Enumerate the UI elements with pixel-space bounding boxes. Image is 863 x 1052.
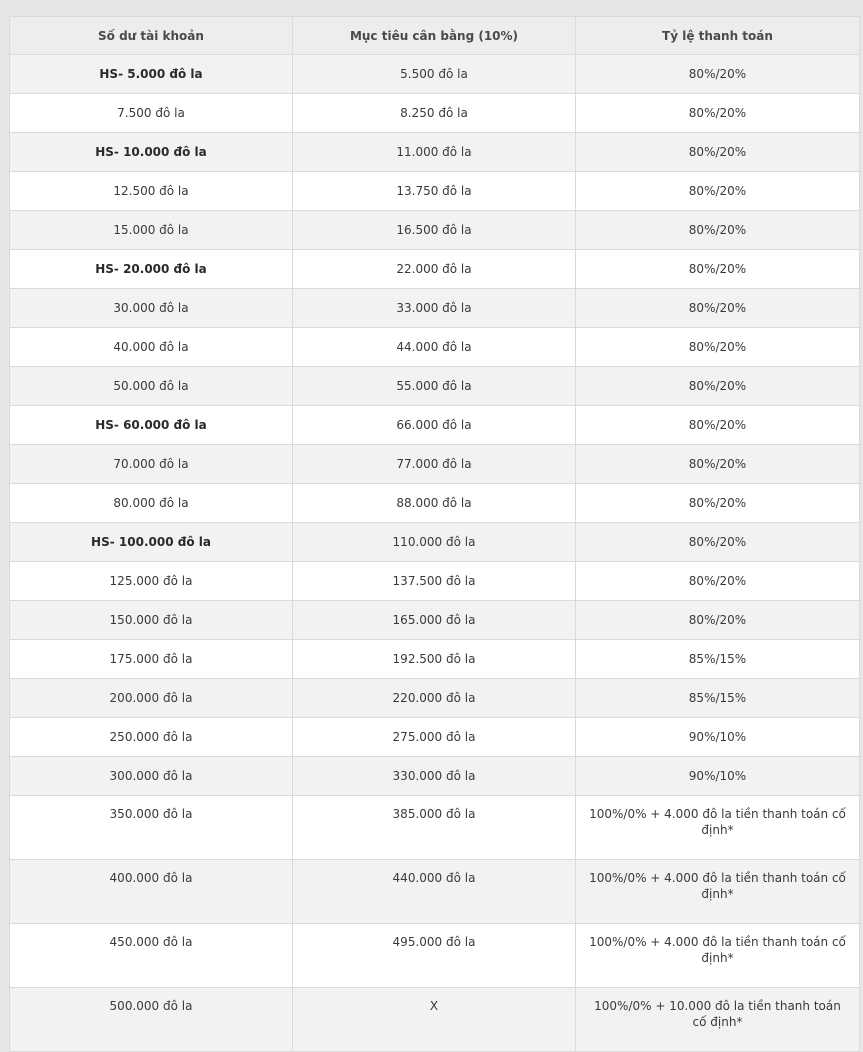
payout-cell: 80%/20% — [576, 172, 860, 211]
balance-cell: 350.000 đô la — [10, 796, 293, 860]
payout-cell: 80%/20% — [576, 523, 860, 562]
target-cell: 8.250 đô la — [293, 94, 576, 133]
target-cell: 110.000 đô la — [293, 523, 576, 562]
table-row — [10, 289, 860, 328]
target-cell: 55.000 đô la — [293, 367, 576, 406]
payout-cell: 80%/20% — [576, 445, 860, 484]
table-row — [10, 523, 860, 562]
payout-cell: 100%/0% + 4.000 đô la tiền thanh toán cố định* — [576, 924, 860, 988]
header-balance-target: Mục tiêu cân bằng (10%) — [293, 17, 576, 55]
target-cell: 165.000 đô la — [293, 601, 576, 640]
balance-cell: 50.000 đô la — [10, 367, 293, 406]
table-row — [10, 796, 860, 860]
target-cell: 66.000 đô la — [293, 406, 576, 445]
balance-cell: 450.000 đô la — [10, 924, 293, 988]
balance-cell: 150.000 đô la — [10, 601, 293, 640]
target-cell: 275.000 đô la — [293, 718, 576, 757]
payout-cell: 100%/0% + 4.000 đô la tiền thanh toán cố định* — [576, 796, 860, 860]
table-row — [10, 211, 860, 250]
table-header — [10, 17, 860, 55]
table-row — [10, 367, 860, 406]
target-cell: 440.000 đô la — [293, 860, 576, 924]
table-row — [10, 640, 860, 679]
target-cell: X — [293, 988, 576, 1052]
target-cell: 5.500 đô la — [293, 55, 576, 94]
payout-cell: 80%/20% — [576, 55, 860, 94]
table-row — [10, 601, 860, 640]
target-cell: 192.500 đô la — [293, 640, 576, 679]
table-row — [10, 94, 860, 133]
payout-cell: 80%/20% — [576, 289, 860, 328]
target-cell: 495.000 đô la — [293, 924, 576, 988]
balance-cell: 200.000 đô la — [10, 679, 293, 718]
header-row — [10, 17, 860, 55]
table-row — [10, 757, 860, 796]
table-row — [10, 328, 860, 367]
target-cell: 11.000 đô la — [293, 133, 576, 172]
balance-cell: 400.000 đô la — [10, 860, 293, 924]
payout-cell: 80%/20% — [576, 133, 860, 172]
target-cell: 16.500 đô la — [293, 211, 576, 250]
target-cell: 13.750 đô la — [293, 172, 576, 211]
table-body — [10, 55, 860, 1052]
balance-cell: HS- 60.000 đô la — [10, 406, 293, 445]
table-row — [10, 562, 860, 601]
target-cell: 137.500 đô la — [293, 562, 576, 601]
target-cell: 88.000 đô la — [293, 484, 576, 523]
payout-cell: 80%/20% — [576, 211, 860, 250]
table-row — [10, 55, 860, 94]
balance-cell: 125.000 đô la — [10, 562, 293, 601]
payout-cell: 80%/20% — [576, 484, 860, 523]
payout-cell: 80%/20% — [576, 250, 860, 289]
balance-cell: 30.000 đô la — [10, 289, 293, 328]
balance-cell: 7.500 đô la — [10, 94, 293, 133]
payout-cell: 80%/20% — [576, 94, 860, 133]
table-row — [10, 484, 860, 523]
target-cell: 44.000 đô la — [293, 328, 576, 367]
balance-cell: 70.000 đô la — [10, 445, 293, 484]
table-row — [10, 924, 860, 988]
target-cell: 385.000 đô la — [293, 796, 576, 860]
payout-cell: 90%/10% — [576, 757, 860, 796]
balance-cell: HS- 20.000 đô la — [10, 250, 293, 289]
table-row — [10, 406, 860, 445]
account-table-container — [9, 16, 859, 1052]
balance-cell: 175.000 đô la — [10, 640, 293, 679]
target-cell: 77.000 đô la — [293, 445, 576, 484]
balance-cell: 80.000 đô la — [10, 484, 293, 523]
table-row — [10, 250, 860, 289]
balance-cell: 12.500 đô la — [10, 172, 293, 211]
payout-cell: 80%/20% — [576, 328, 860, 367]
balance-cell: 500.000 đô la — [10, 988, 293, 1052]
balance-cell: HS- 5.000 đô la — [10, 55, 293, 94]
payout-cell: 85%/15% — [576, 679, 860, 718]
header-payout-ratio: Tỷ lệ thanh toán — [576, 17, 860, 55]
table-row — [10, 860, 860, 924]
target-cell: 22.000 đô la — [293, 250, 576, 289]
target-cell: 220.000 đô la — [293, 679, 576, 718]
balance-cell: 15.000 đô la — [10, 211, 293, 250]
target-cell: 330.000 đô la — [293, 757, 576, 796]
table-row — [10, 445, 860, 484]
balance-cell: 300.000 đô la — [10, 757, 293, 796]
payout-cell: 100%/0% + 4.000 đô la tiền thanh toán cố định* — [576, 860, 860, 924]
table-row — [10, 988, 860, 1052]
payout-cell: 100%/0% + 10.000 đô la tiền thanh toán cố định* — [576, 988, 860, 1052]
table-row — [10, 718, 860, 757]
payout-cell: 80%/20% — [576, 562, 860, 601]
balance-cell: 250.000 đô la — [10, 718, 293, 757]
table-row — [10, 172, 860, 211]
balance-cell: HS- 10.000 đô la — [10, 133, 293, 172]
payout-cell: 80%/20% — [576, 367, 860, 406]
payout-cell: 80%/20% — [576, 601, 860, 640]
balance-cell: 40.000 đô la — [10, 328, 293, 367]
header-account-balance: Số dư tài khoản — [10, 17, 293, 55]
payout-cell: 90%/10% — [576, 718, 860, 757]
table-row — [10, 679, 860, 718]
table-row — [10, 133, 860, 172]
balance-cell: HS- 100.000 đô la — [10, 523, 293, 562]
payout-cell: 85%/15% — [576, 640, 860, 679]
target-cell: 33.000 đô la — [293, 289, 576, 328]
account-balance-table — [9, 16, 860, 1052]
payout-cell: 80%/20% — [576, 406, 860, 445]
